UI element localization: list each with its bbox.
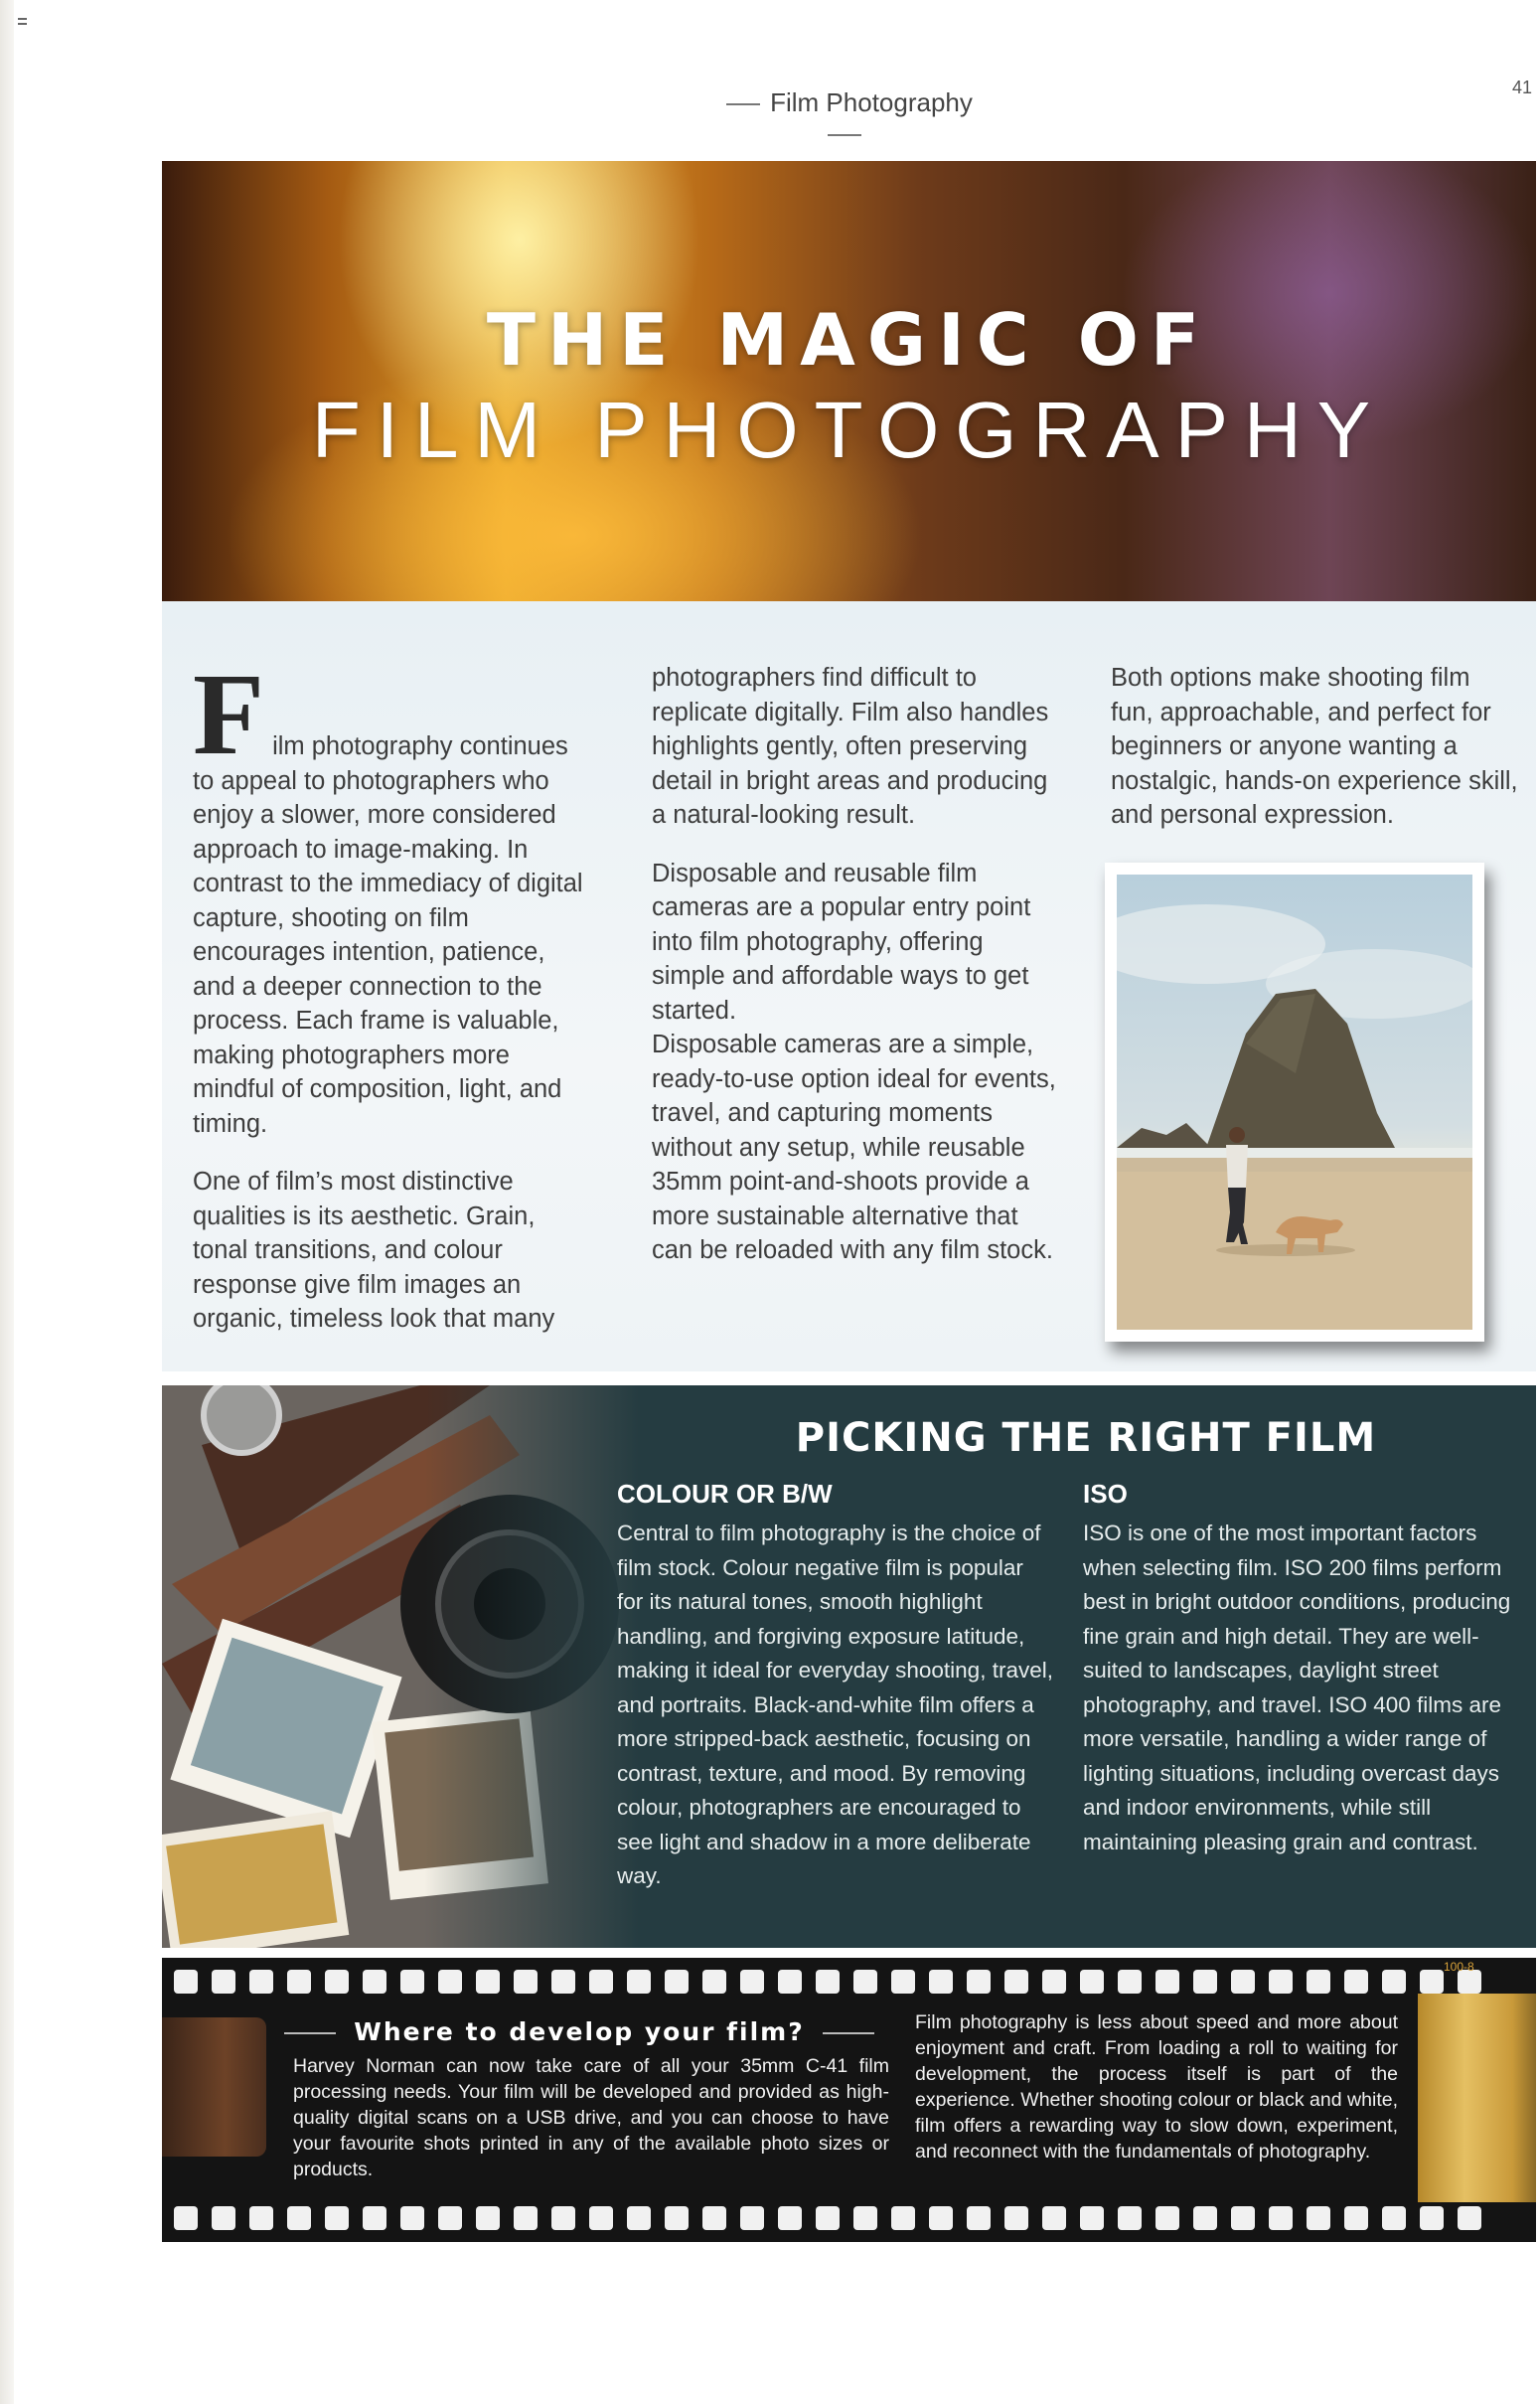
- sprocket-hole: [627, 2206, 651, 2230]
- sprocket-hole: [1155, 1970, 1179, 1994]
- sprocket-hole: [438, 1970, 462, 1994]
- colour-body: Central to film photography is the choice of film stock. Colour negative film is popular for its natural tones, smooth highlight handling, and forgiving exposure latitude, making it ideal for everyday shooting, travel, and portraits. Black-and-white film offers a more stripped-back aesthetic, focusing on contrast, texture, and mood. By removing colour, photographers are encouraged to see light and shadow in a more deliberate way.: [617, 1521, 1053, 1888]
- running-head-text: Film Photography: [770, 87, 973, 117]
- sprocket-hole: [1344, 1970, 1368, 1994]
- film-edge-label: 100-8: [1444, 1960, 1474, 1974]
- sprocket-hole: [627, 1970, 651, 1994]
- sprocket-hole: [853, 2206, 877, 2230]
- intro-paragraph-4: Disposable and reusable film cameras are a popular entry point into film photography, offering simple and affordable ways to get started.: [652, 859, 1031, 1025]
- sprocket-hole: [1269, 2206, 1293, 2230]
- sprocket-hole: [1269, 1970, 1293, 1994]
- intro-paragraph-3: photographers find difficult to replicate digitally. Film also handles highlights gently, often preserving detail in bright areas and producing a natural-looking result.: [652, 664, 1049, 829]
- intro-column-2: [652, 661, 1059, 1292]
- title-rule-right: [823, 2032, 874, 2034]
- hero-title-line1: THE MAGIC OF: [486, 298, 1212, 382]
- sprocket-hole: [551, 1970, 575, 1994]
- sprocket-hole: [967, 2206, 991, 2230]
- beach-scene-illustration: [1117, 875, 1472, 1330]
- title-rule-left: [284, 2032, 336, 2034]
- sprocket-hole: [589, 2206, 613, 2230]
- running-head-dash-left: [726, 103, 760, 105]
- film-collage-image: [162, 1385, 639, 1948]
- sprocket-hole: [400, 1970, 424, 1994]
- sprocket-holes-top: [174, 1970, 1535, 1994]
- film-summary-body: Film photography is less about speed and more about enjoyment and craft. From loading a roll to waiting for development, the process itself is part of the experience. Whether shooting colour or black and white, film offers a rewarding way to slow down, experiment, and reconnect with the fundamentals of photography.: [915, 2011, 1398, 2163]
- sprocket-hole: [249, 2206, 273, 2230]
- sprocket-hole: [212, 1970, 235, 1994]
- intro-paragraph-2: One of film’s most distinctive qualities is its aesthetic. Grain, tonal transitions, and colour response give film images an organic, timeless look that many: [193, 1168, 555, 1333]
- sprocket-hole: [1004, 1970, 1028, 1994]
- running-head-dash-right: [828, 134, 861, 136]
- sprocket-hole: [778, 1970, 802, 1994]
- iso-heading: ISO: [1083, 1479, 1128, 1509]
- sprocket-hole: [1458, 2206, 1481, 2230]
- intro-column-3: [1111, 661, 1518, 857]
- iso-body: ISO is one of the most important factors when selecting film. ISO 200 films perform best in bright outdoor conditions, producing fine grain and high detail. They are well-suited to landscapes, daylight street photography, and travel. ISO 400 films are more versatile, handling a wider range of lighting situations, including overcast days and indoor environments, while still maintaining pleasing grain and contrast.: [1083, 1521, 1511, 1854]
- page-gutter: [0, 0, 14, 2404]
- intro-paragraph-6: Both options make shooting film fun, approachable, and perfect for beginners or anyone wanting a nostalgic, hands-on experience skill, and personal expression.: [1111, 664, 1518, 829]
- sprocket-hole: [363, 1970, 386, 1994]
- intro-column-1: [193, 649, 590, 1361]
- running-head: [695, 87, 994, 149]
- sprocket-hole: [816, 1970, 840, 1994]
- sprocket-hole: [1382, 1970, 1406, 1994]
- sprocket-hole: [816, 2206, 840, 2230]
- develop-film-strip: [162, 1958, 1536, 2242]
- sprocket-hole: [891, 1970, 915, 1994]
- sprocket-hole: [174, 1970, 198, 1994]
- develop-title-text: Where to develop your film?: [354, 2017, 805, 2046]
- picking-title: PICKING THE RIGHT FILM: [795, 1415, 1377, 1461]
- sprocket-hole: [249, 1970, 273, 1994]
- sprocket-hole: [702, 1970, 726, 1994]
- sprocket-hole: [589, 1970, 613, 1994]
- page-number: 41: [1512, 78, 1533, 97]
- sprocket-hole: [778, 2206, 802, 2230]
- film-edge-image: [1418, 1994, 1536, 2202]
- sprocket-hole: [551, 2206, 575, 2230]
- sprocket-hole: [1231, 1970, 1255, 1994]
- develop-title: [261, 2017, 897, 2046]
- intro-paragraph-5: Disposable cameras are a simple, ready-to-use option ideal for events, travel, and capturing moments without any setup, while reusable 35mm point-and-shoots provide a more sustainable alternative that can be reloaded with any film stock.: [652, 1031, 1056, 1264]
- sprocket-hole: [665, 2206, 689, 2230]
- intro-paragraph: [193, 649, 590, 1141]
- sprocket-hole: [1042, 2206, 1066, 2230]
- sprocket-hole: [702, 2206, 726, 2230]
- sprocket-hole: [287, 2206, 311, 2230]
- sprocket-hole: [325, 2206, 349, 2230]
- sprocket-hole: [1118, 2206, 1142, 2230]
- sprocket-hole: [476, 2206, 500, 2230]
- menu-icon[interactable]: [18, 18, 27, 25]
- sprocket-hole: [1420, 2206, 1444, 2230]
- sprocket-hole: [891, 2206, 915, 2230]
- sprocket-hole: [665, 1970, 689, 1994]
- sprocket-hole: [1307, 1970, 1330, 1994]
- sprocket-hole: [514, 1970, 538, 1994]
- sprocket-hole: [1080, 2206, 1104, 2230]
- sprocket-hole: [1382, 2206, 1406, 2230]
- intro-paragraph-1: ilm photography continues to appeal to photographers who enjoy a slower, more considered approach to image-making. In contrast to the immediacy of digital capture, shooting on film encourages intention, patience, and a deeper connection to the process. Each frame is valuable, making photographers more mindful of composition, light, and timing.: [193, 732, 583, 1138]
- hero-banner: [162, 161, 1536, 601]
- film-collage-illustration: [162, 1385, 639, 1948]
- leather-case-image: [162, 2017, 266, 2157]
- sprocket-hole: [1042, 1970, 1066, 1994]
- sprocket-holes-bottom: [174, 2206, 1535, 2230]
- sprocket-hole: [476, 1970, 500, 1994]
- sprocket-hole: [929, 1970, 953, 1994]
- sprocket-hole: [740, 1970, 764, 1994]
- sprocket-hole: [514, 2206, 538, 2230]
- sprocket-hole: [287, 1970, 311, 1994]
- sprocket-hole: [1420, 1970, 1444, 1994]
- beach-photo: [1117, 875, 1472, 1330]
- drop-cap: F: [193, 649, 265, 779]
- beach-photo-frame: [1105, 863, 1484, 1342]
- develop-body: Harvey Norman can now take care of all your 35mm C-41 film processing needs. Your film will be developed and provided as high-quality digital scans on a USB drive, and you can choose to have your favourite shots printed in any of the available photo sizes or products.: [293, 2055, 889, 2180]
- sprocket-hole: [853, 1970, 877, 1994]
- sprocket-hole: [1118, 1970, 1142, 1994]
- sprocket-hole: [212, 2206, 235, 2230]
- hero-title-line2: FILM PHOTOGRAPHY: [311, 386, 1387, 474]
- sprocket-hole: [1193, 1970, 1217, 1994]
- sprocket-hole: [325, 1970, 349, 1994]
- sprocket-hole: [967, 1970, 991, 1994]
- sprocket-hole: [1344, 2206, 1368, 2230]
- sprocket-hole: [1155, 2206, 1179, 2230]
- colour-heading: COLOUR OR B/W: [617, 1479, 833, 1509]
- sprocket-hole: [1193, 2206, 1217, 2230]
- sprocket-hole: [174, 2206, 198, 2230]
- sprocket-hole: [1231, 2206, 1255, 2230]
- sprocket-hole: [400, 2206, 424, 2230]
- sprocket-hole: [363, 2206, 386, 2230]
- sprocket-hole: [1004, 2206, 1028, 2230]
- sprocket-hole: [438, 2206, 462, 2230]
- sprocket-hole: [929, 2206, 953, 2230]
- sprocket-hole: [1080, 1970, 1104, 1994]
- sprocket-hole: [740, 2206, 764, 2230]
- picking-film-section: [162, 1385, 1536, 1948]
- sprocket-hole: [1307, 2206, 1330, 2230]
